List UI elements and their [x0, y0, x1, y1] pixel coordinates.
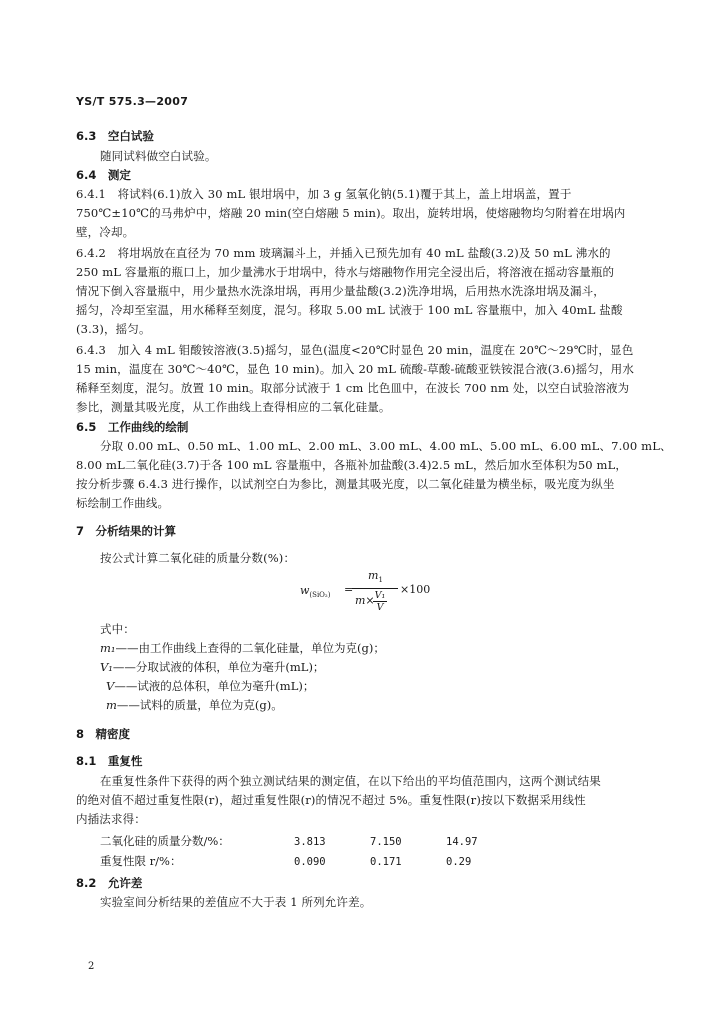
page-number: 2: [88, 961, 95, 972]
heading-8: 8 精密度: [76, 727, 131, 741]
where-label: 式中：: [100, 622, 135, 636]
table-value: 3.813: [294, 836, 326, 848]
para-6-4-2-line: 摇匀，冷却至室温，用水稀释至刻度，混匀。移取 5.00 mL 试液于 100 mL 容量瓶中，加入 40mL 盐酸: [76, 303, 623, 317]
heading-6-5: 6.5 工作曲线的绘制: [76, 420, 189, 434]
formula-times-100: ×100: [400, 583, 431, 596]
formula-inner-fraction: [373, 590, 387, 613]
table-value: 0.171: [370, 856, 402, 868]
formula-inner-numerator: V₁: [374, 590, 386, 601]
table-label-silica: 二氧化硅的质量分数/%：: [100, 834, 230, 848]
para-6-5-line: 分取 0.00 mL、0.50 mL、1.00 mL、2.00 mL、3.00 mL、4.00 mL、5.00 mL、6.00 mL、7.00 mL、: [100, 439, 672, 453]
para-6-4-1-line: 750℃±10℃的马弗炉中，熔融 20 min(空白熔融 5 min)。取出，旋转坩埚，使熔融物均匀附着在坩埚内: [76, 206, 626, 220]
para-6-4-2-line: 情况下倒入容量瓶中，用少量热水洗涤坩埚，再用少量盐酸(3.2)洗净坩埚，后用热水洗涤坩埚及漏斗，: [76, 284, 605, 298]
table-value: 14.97: [446, 836, 478, 848]
heading-7: 7 分析结果的计算: [76, 524, 177, 538]
formula-equals: =: [344, 583, 354, 596]
table-value: 7.150: [370, 836, 402, 848]
para-6-4-3-line: 6.4.3 加入 4 mL 钼酸铵溶液(3.5)摇匀，显色(温度<20℃时显色 20 min，温度在 20℃～29℃时，显色: [76, 343, 634, 357]
definition-m1: m₁——由工作曲线上查得的二氧化硅量，单位为克(g)；: [100, 641, 385, 655]
para-6-4-2-line: 250 mL 容量瓶的瓶口上，加少量沸水于坩埚中，待水与熔融物作用完全浸出后，将溶液在摇动容量瓶的: [76, 265, 615, 279]
para-6-5-line: 标绘制工作曲线。: [76, 496, 170, 510]
para-6-4-1-line: 6.4.1 将试料(6.1)放入 30 mL 银坩埚中，加 3 g 氢氧化钠(5.1)覆于其上，盖上坩埚盖，置于: [76, 187, 572, 201]
heading-6-3: 6.3 空白试验: [76, 129, 154, 143]
para-6-5-line: 8.00 mL二氧化硅(3.7)于各 100 mL 容量瓶中，各瓶补加盐酸(3.4)2.5 mL，然后加水至体积为50 mL，: [76, 458, 628, 472]
para-6-5-line: 按分析步骤 6.4.3 进行操作，以试剂空白为参比，测量其吸光度，以二氧化硅量为横坐标，吸光度为纵坐: [76, 477, 615, 491]
table-label-repeatability: 重复性限 r/%：: [100, 854, 182, 868]
para-8-1-line: 内插法求得：: [76, 812, 146, 826]
heading-6-4: 6.4 测定: [76, 168, 131, 182]
table-value: 0.090: [294, 856, 326, 868]
para-6-4-2-line: (3.3)，摇匀。: [76, 322, 151, 336]
heading-8-2: 8.2 允许差: [76, 876, 143, 890]
para-6-4-3-line: 15 min，温度在 30℃～40℃，显色 10 min)。加入 20 mL 硫酸-草酸-硫酸亚铁铵混合液(3.6)摇匀，用水: [76, 362, 634, 376]
para-8-1-line: 的绝对值不超过重复性限(r)，超过重复性限(r)的情况不超过 5%。重复性限(r)按以下数据采用线性: [76, 793, 586, 807]
para-6-4-3-line: 参比，测量其吸光度，从工作曲线上查得相应的二氧化硅量。: [76, 400, 391, 414]
definition-v: V——试液的总体积，单位为毫升(mL)；: [106, 679, 315, 693]
silica-mass-fraction-formula: [300, 568, 440, 618]
para-6-4-2-line: 6.4.2 将坩埚放在直径为 70 mm 玻璃漏斗上，并插入已预先加有 40 mL 盐酸(3.2)及 50 mL 沸水的: [76, 246, 611, 260]
definition-v1: V₁——分取试液的体积，单位为毫升(mL)；: [100, 660, 325, 674]
definition-m: m——试料的质量，单位为克(g)。: [106, 698, 283, 712]
table-value: 0.29: [446, 856, 472, 868]
formula-fraction-bar: [352, 588, 398, 589]
standard-code: YS/T 575.3—2007: [76, 95, 189, 108]
formula-lhs: $w_{(SiO_2)}$: [300, 584, 331, 600]
formula-numerator: $m_1$: [368, 569, 383, 585]
para-8-1-line: 在重复性条件下获得的两个独立测试结果的测定值，在以下给出的平均值范围内，这两个测试结果: [100, 774, 601, 788]
para-6-4-3-line: 稀释至刻度，混匀。放置 10 min。取部分试液于 1 cm 比色皿中，在波长 700 nm 处，以空白试验溶液为: [76, 381, 630, 395]
formula-inner-denominator: V: [373, 601, 387, 613]
calc-intro: 按公式计算二氧化硅的质量分数(%)：: [100, 551, 296, 565]
text-8-2: 实验室间分析结果的差值应不大于表 1 所列允许差。: [100, 895, 372, 909]
heading-8-1: 8.1 重复性: [76, 754, 143, 768]
formula-denominator-m: m×: [355, 594, 375, 607]
text-6-3: 随同试料做空白试验。: [100, 149, 217, 163]
para-6-4-1-line: 壁，冷却。: [76, 225, 135, 239]
